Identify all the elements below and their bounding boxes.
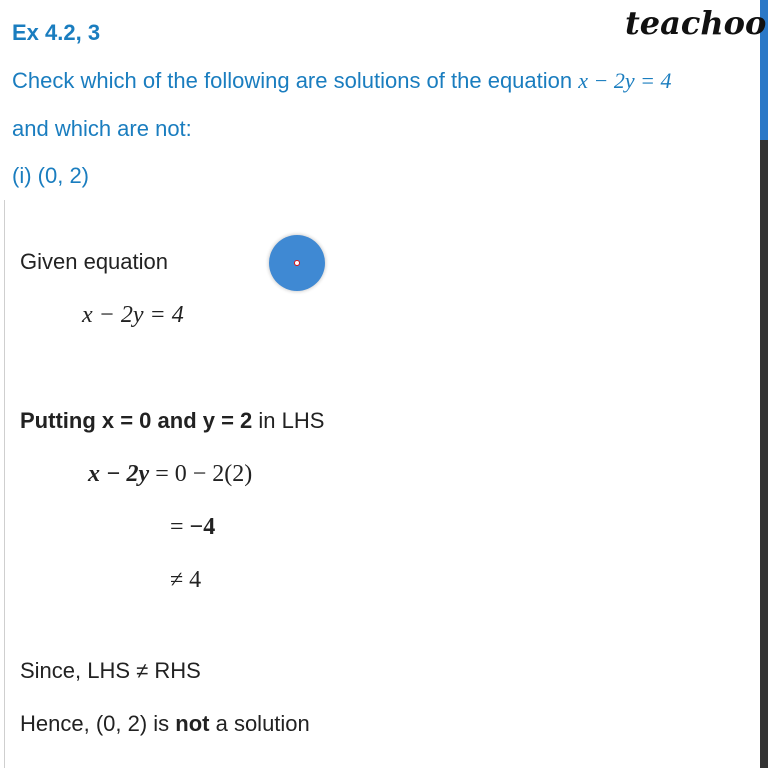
- since-line: Since, LHS ≠ RHS: [20, 658, 201, 683]
- step-2-value: −4: [189, 514, 216, 540]
- step-1-rhs: = 0 − 2(2): [149, 461, 253, 487]
- putting-rest: in LHS: [252, 408, 325, 433]
- step-1: [88, 461, 252, 488]
- putting-values: Putting x = 0 and y = 2: [20, 408, 253, 433]
- question-equation: x − 2y = 4: [578, 68, 672, 93]
- cursor-dot-icon: [294, 260, 300, 266]
- pointer-cursor-icon: [269, 235, 325, 291]
- step-1-lhs: x − 2y: [88, 461, 150, 487]
- left-divider: [4, 200, 5, 768]
- putting-line: [20, 408, 324, 434]
- step-2-eq: =: [170, 514, 190, 540]
- step-3: ≠ 4: [170, 567, 202, 593]
- step-2: [170, 514, 215, 541]
- conclusion-pre: Hence, (0, 2) is: [20, 711, 176, 736]
- given-label: Given equation: [20, 249, 168, 274]
- conclusion-line: [20, 711, 310, 737]
- question-text: Check which of the following are solutions of the equation: [12, 68, 579, 93]
- question-line-2: and which are not:: [12, 116, 192, 141]
- exercise-title: Ex 4.2, 3: [12, 20, 101, 45]
- conclusion-post: a solution: [209, 711, 310, 736]
- question-line-1: [12, 68, 671, 94]
- question-part: (i) (0, 2): [12, 163, 89, 188]
- given-equation: x − 2y = 4: [82, 302, 184, 328]
- conclusion-not: not: [175, 711, 210, 736]
- brand-logo: teachoo: [625, 4, 767, 42]
